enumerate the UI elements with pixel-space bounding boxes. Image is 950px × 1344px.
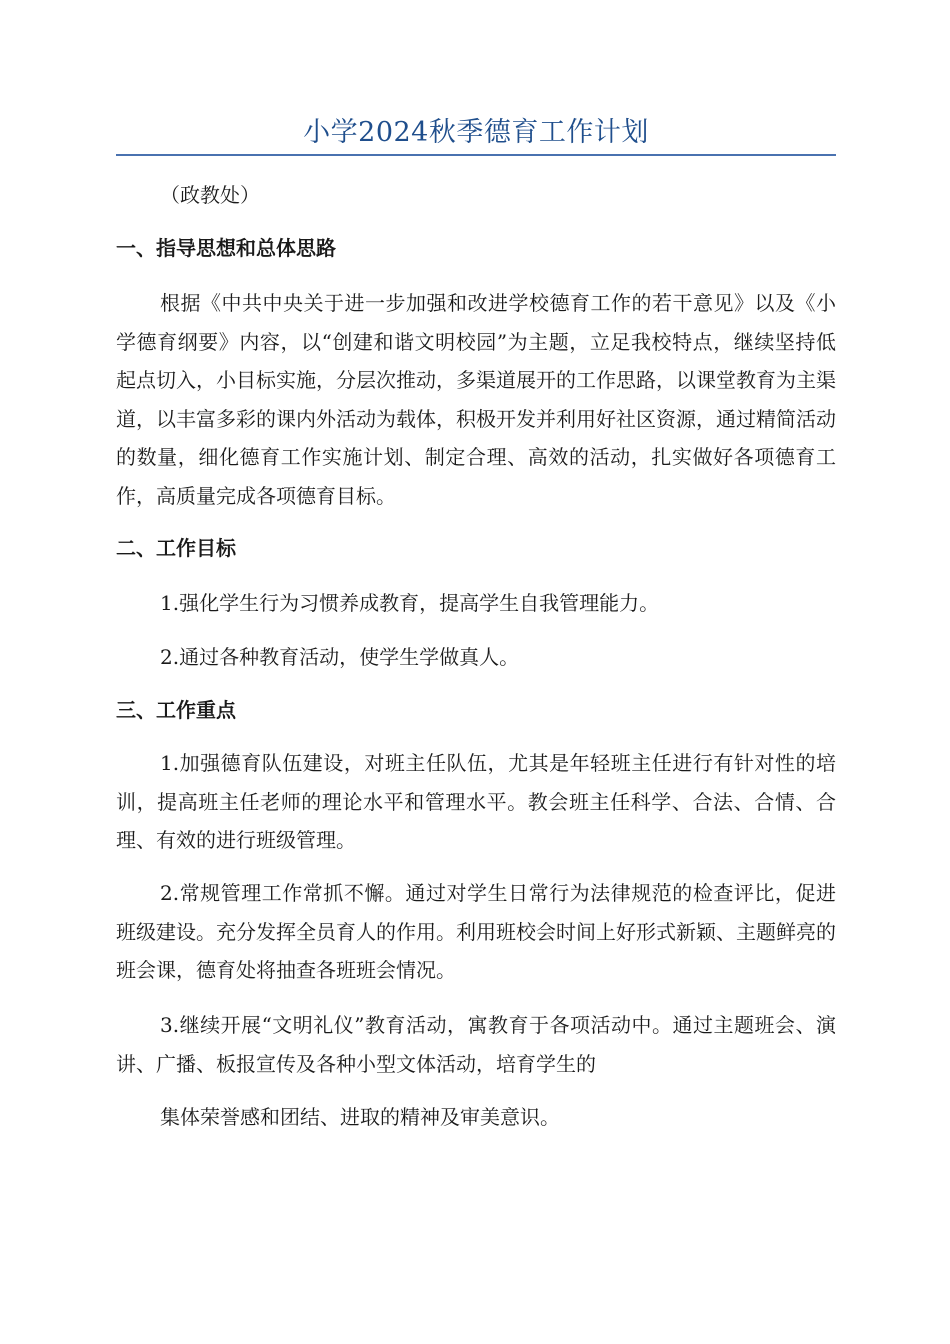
section-3-paragraph-2: 2.常规管理工作常抓不懈。通过对学生日常行为法律规范的检查评比，促进班级建设。充分发挥全员育人的作用。利用班校会时间上好形式新颖、主题鲜亮的班会课，德育处将抽查各班班会情况。 — [116, 881, 836, 982]
title-underline — [116, 154, 836, 156]
section-heading-3: 三、工作重点 — [116, 698, 236, 722]
section-2-paragraph-1: 1.强化学生行为习惯养成教育，提高学生自我管理能力。 — [160, 591, 660, 615]
department-label: （政教处） — [160, 183, 260, 207]
section-3-paragraph-1: 1.加强德育队伍建设，对班主任队伍，尤其是年轻班主任进行有针对性的培训，提高班主任老师的理论水平和管理水平。教会班主任科学、合法、合情、合理、有效的进行班级管理。 — [116, 751, 836, 852]
section-2-paragraph-2: 2.通过各种教育活动，使学生学做真人。 — [160, 645, 520, 669]
section-3-paragraph-3: 3.继续开展“文明礼仪”教育活动，寓教育于各项活动中。通过主题班会、演讲、广播、板报宣传及各种小型文体活动，培育学生的 — [116, 1013, 836, 1076]
section-heading-1: 一、指导思想和总体思路 — [116, 236, 336, 260]
page-title: 小学2024秋季德育工作计划 — [303, 117, 649, 148]
section-3-paragraph-4: 集体荣誉感和团结、进取的精神及审美意识。 — [160, 1105, 560, 1129]
section-1-paragraph-1: 根据《中共中央关于进一步加强和改进学校德育工作的若干意见》以及《小学德育纲要》内容，以“创建和谐文明校园”为主题，立足我校特点，继续坚持低起点切入，小目标实施，分层次推动，多渠道展开的工作思路，以课堂教育为主渠道，以丰富多彩的课内外活动为载体，积极开发并利用好社区资源，通过精简活动的数量，细化德育工作实施计划、制定合理、高效的活动，扎实做好各项德育工作，高质量完成各项德育目标。 — [116, 291, 836, 508]
section-heading-2: 二、工作目标 — [116, 536, 236, 560]
